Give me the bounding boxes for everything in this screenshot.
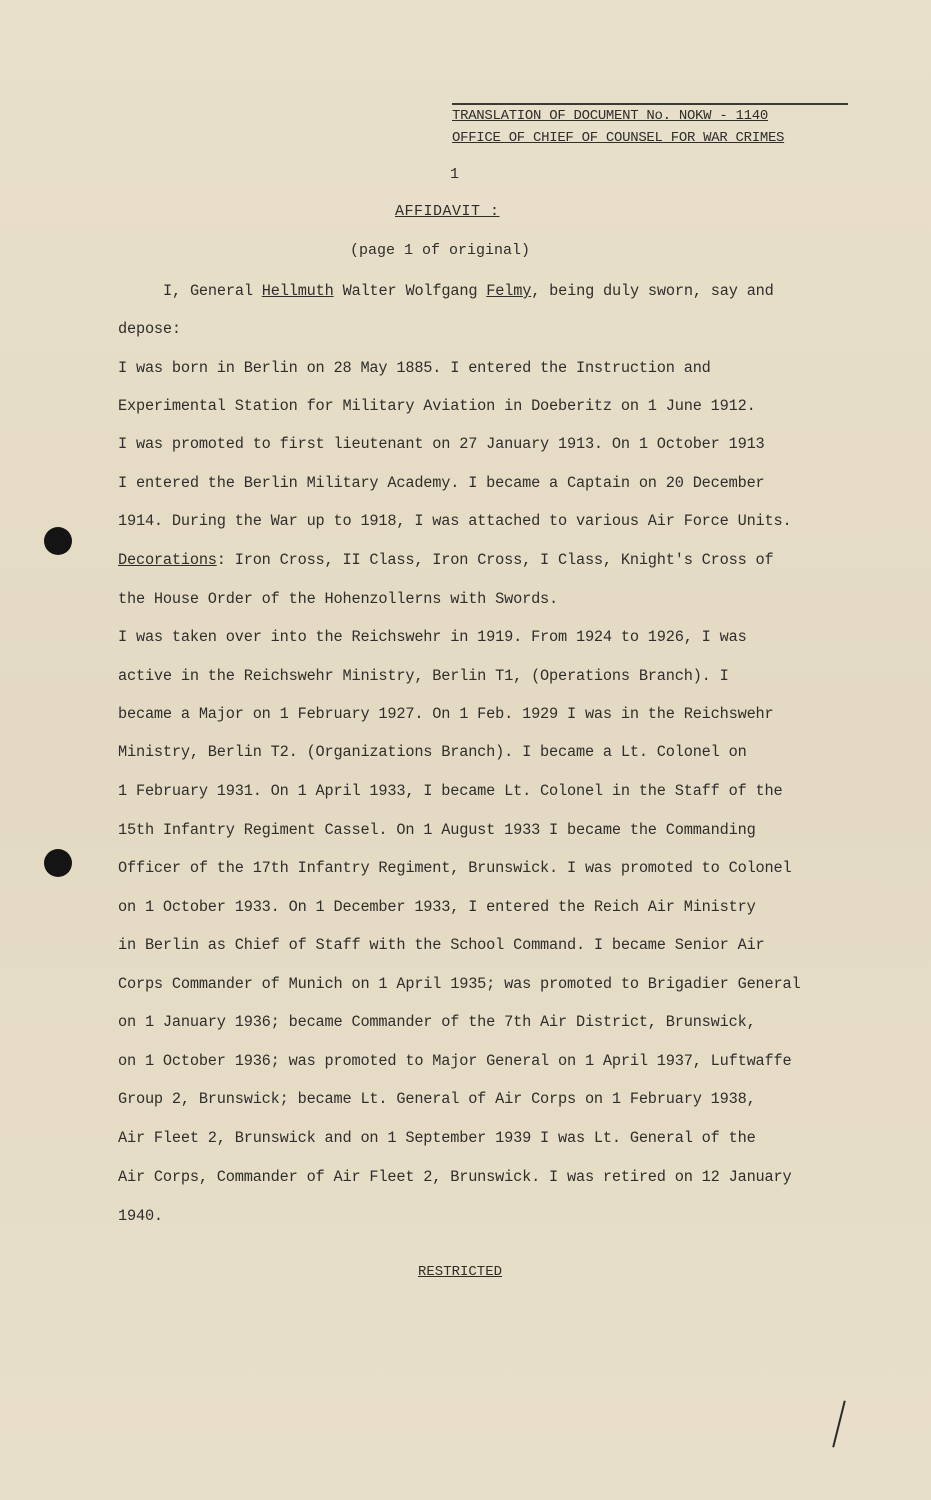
- decorations-text: : Iron Cross, II Class, Iron Cross, I Class, Knight's Cross of: [216, 551, 774, 569]
- body-line: Officer of the 17th Infantry Regiment, Brunswick. I was promoted to Colonel: [118, 859, 792, 877]
- header-translation-line: TRANSLATION OF DOCUMENT No. NOKW - 1140: [452, 108, 768, 124]
- body-line: Group 2, Brunswick; became Lt. General of Air Corps on 1 February 1938,: [118, 1090, 756, 1108]
- classification-footer: RESTRICTED: [418, 1264, 503, 1280]
- body-line: I was promoted to first lieutenant on 27 January 1913. On 1 October 1913: [118, 435, 765, 453]
- intro-suffix: , being duly sworn, say and: [531, 282, 774, 300]
- decorations-label: Decorations: [118, 551, 217, 569]
- body-line: Air Corps, Commander of Air Fleet 2, Brunswick. I was retired on 12 January: [118, 1168, 792, 1186]
- page-number: 1: [450, 166, 460, 183]
- body-line: on 1 October 1936; was promoted to Major General on 1 April 1937, Luftwaffe: [118, 1052, 792, 1070]
- document-title: AFFIDAVIT :: [395, 203, 500, 220]
- body-line: Air Fleet 2, Brunswick and on 1 September 1939 I was Lt. General of the: [118, 1129, 756, 1147]
- body-line: became a Major on 1 February 1927. On 1 Feb. 1929 I was in the Reichswehr: [118, 705, 774, 723]
- body-line: on 1 October 1933. On 1 December 1933, I entered the Reich Air Ministry: [118, 898, 756, 916]
- affiant-middle-names: Walter Wolfgang: [333, 282, 487, 300]
- body-line: depose:: [118, 320, 181, 338]
- body-line: Ministry, Berlin T2. (Organizations Branch). I became a Lt. Colonel on: [118, 743, 747, 761]
- decorations-line: [118, 551, 774, 569]
- body-line: 1914. During the War up to 1918, I was attached to various Air Force Units.: [118, 512, 792, 530]
- body-line: 1 February 1931. On 1 April 1933, I became Lt. Colonel in the Staff of the: [118, 782, 783, 800]
- body-line: active in the Reichswehr Ministry, Berlin T1, (Operations Branch). I: [118, 667, 729, 685]
- body-line: on 1 January 1936; became Commander of the 7th Air District, Brunswick,: [118, 1013, 756, 1031]
- punch-hole: [44, 849, 72, 877]
- intro-line: [163, 282, 774, 300]
- document-subtitle: (page 1 of original): [350, 242, 531, 259]
- body-line: Corps Commander of Munich on 1 April 1935; was promoted to Brigadier General: [118, 975, 801, 993]
- body-line: I entered the Berlin Military Academy. I became a Captain on 20 December: [118, 474, 765, 492]
- punch-hole: [44, 527, 72, 555]
- body-line: 1940.: [118, 1207, 163, 1225]
- intro-prefix: I, General: [163, 282, 262, 300]
- affiant-first-name: Hellmuth: [261, 282, 334, 300]
- body-line: Experimental Station for Military Aviation in Doeberitz on 1 June 1912.: [118, 397, 756, 415]
- header-office-line: OFFICE OF CHIEF OF COUNSEL FOR WAR CRIMES: [452, 130, 785, 146]
- document-header: [452, 103, 848, 149]
- affiant-last-name: Felmy: [486, 282, 532, 300]
- body-line: I was taken over into the Reichswehr in 1919. From 1924 to 1926, I was: [118, 628, 747, 646]
- body-line: in Berlin as Chief of Staff with the School Command. I became Senior Air: [118, 936, 765, 954]
- body-line: I was born in Berlin on 28 May 1885. I entered the Instruction and: [118, 359, 711, 377]
- body-line: the House Order of the Hohenzollerns with Swords.: [118, 590, 559, 608]
- pen-mark: [832, 1400, 846, 1447]
- body-line: 15th Infantry Regiment Cassel. On 1 August 1933 I became the Commanding: [118, 821, 756, 839]
